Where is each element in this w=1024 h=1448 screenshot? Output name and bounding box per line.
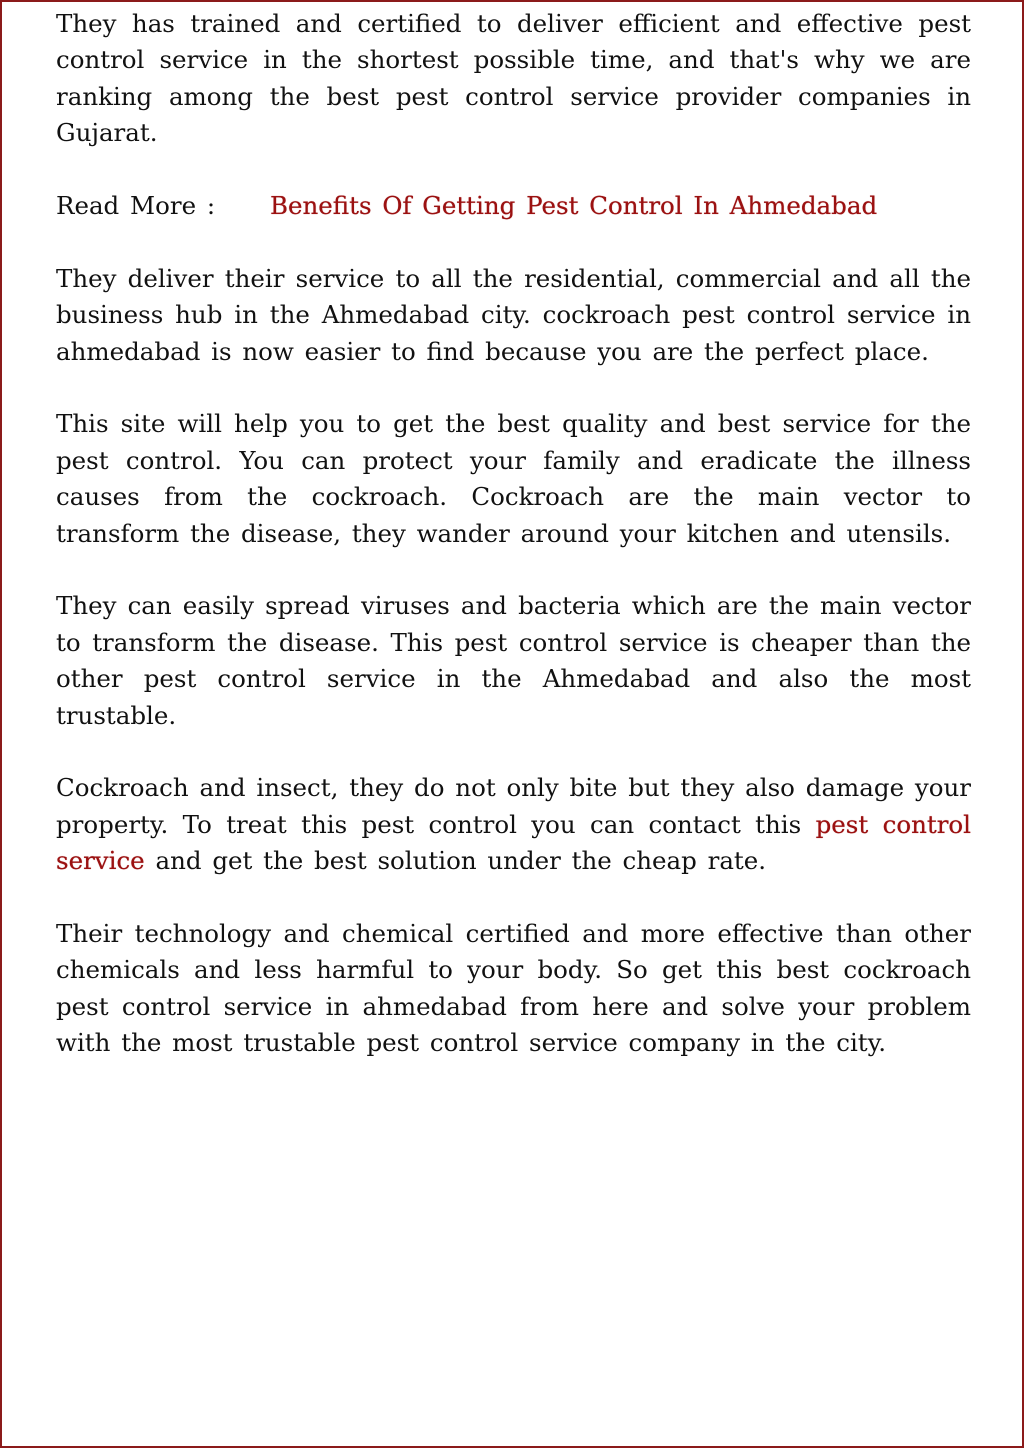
paragraph-service-area: They deliver their service to all the residential, commercial and all the business hub in the Ahmedabad city. cockroach pest control service in ahmedabad is now easier to find because you are the perfect place.	[56, 263, 971, 366]
paragraph-contact-before: Cockroach and insect, they do not only bite but they also damage your property. To treat this pest control you can contact this	[56, 773, 971, 839]
read-more-label: Read More :	[56, 191, 216, 221]
paragraph-intro: They has trained and certified to deliver efficient and effective pest control service in the shortest possible time, and that's why we are ranking among the best pest control service provider companies in Gujarat.	[56, 9, 971, 148]
paragraph-quality: This site will help you to get the best quality and best service for the pest control. You can protect your family and eradicate the illness causes from the cockroach. Cockroach are the main vector to transform the disease, they wander around your kitchen and utensils.	[56, 409, 971, 548]
pest-control-service-link[interactable]: pest control service	[56, 809, 971, 876]
paragraph-contact-after: and get the best solution under the cheap rate.	[144, 846, 767, 876]
read-more-link[interactable]: Benefits Of Getting Pest Control In Ahmedabad	[270, 191, 878, 221]
read-more-line	[56, 188, 971, 224]
document-body	[56, 6, 971, 1098]
paragraph-technology: Their technology and chemical certified and more effective than other chemicals and less harmful to your body. So get this best cockroach pest control service in ahmedabad from here and solve your problem with the most trustable pest control service company in the city.	[56, 919, 971, 1058]
paragraph-viruses: They can easily spread viruses and bacteria which are the main vector to transform the disease. This pest control service is cheaper than the other pest control service in the Ahmedabad and also the most trustable.	[56, 591, 971, 730]
paragraph-contact	[56, 770, 971, 879]
